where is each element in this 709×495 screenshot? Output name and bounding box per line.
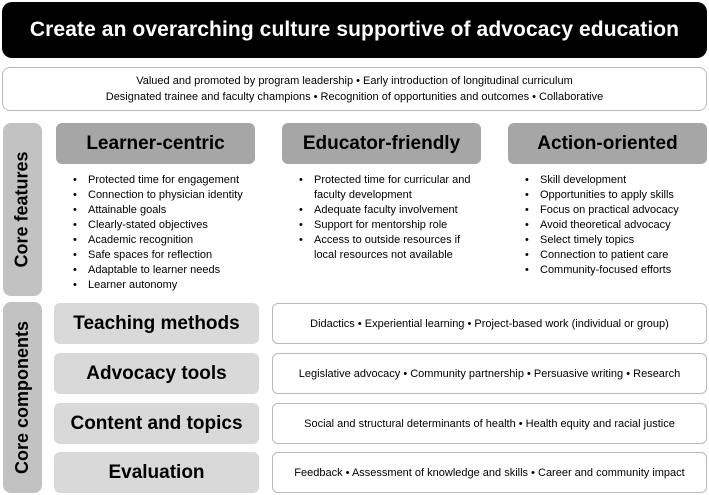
feature-header-educator-friendly: Educator-friendly xyxy=(282,123,481,164)
feature-list-action-oriented xyxy=(508,173,707,278)
culture-values-line-1: Valued and promoted by program leadership • Early introduction of longitudinal curriculum xyxy=(136,75,573,87)
feature-column-educator-friendly xyxy=(282,123,481,263)
feature-column-action-oriented xyxy=(508,123,707,278)
component-row-advocacy-tools xyxy=(54,353,707,394)
list-item: • Support for mentorship role xyxy=(299,218,481,233)
list-item: • Academic recognition xyxy=(73,233,255,248)
list-item: • Clearly-stated objectives xyxy=(73,218,255,233)
component-desc-evaluation: Feedback • Assessment of knowledge and skills • Career and community impact xyxy=(272,452,707,493)
list-item: • Focus on practical advocacy xyxy=(525,203,707,218)
list-item: • Opportunities to apply skills xyxy=(525,188,707,203)
feature-header-learner-centric: Learner-centric xyxy=(56,123,255,164)
list-item: • Adequate faculty involvement xyxy=(299,203,481,218)
culture-values-box xyxy=(2,67,707,111)
component-desc-advocacy-tools: Legislative advocacy • Community partnership • Persuasive writing • Research xyxy=(272,353,707,394)
title-banner xyxy=(2,2,707,58)
page-title: Create an overarching culture supportive of advocacy education xyxy=(29,18,680,41)
component-row-evaluation xyxy=(54,452,707,493)
component-desc-content-and-topics: Social and structural determinants of health • Health equity and racial justice xyxy=(272,403,707,444)
feature-list-educator-friendly xyxy=(282,173,481,263)
feature-list-learner-centric xyxy=(56,173,255,293)
core-features-label: Core features xyxy=(12,151,33,268)
culture-values-line-2: Designated trainee and faculty champions • Recognition of opportunities and outcomes • Collaborative xyxy=(105,91,604,103)
component-label-teaching-methods: Teaching methods xyxy=(54,303,259,344)
feature-header-action-oriented: Action-oriented xyxy=(508,123,707,164)
list-item: • Community-focused efforts xyxy=(525,263,707,278)
list-item: • Access to outside resources if local resources not available xyxy=(299,233,481,263)
list-item: • Safe spaces for reflection xyxy=(73,248,255,263)
list-item: • Skill development xyxy=(525,173,707,188)
list-item: • Attainable goals xyxy=(73,203,255,218)
list-item: • Adaptable to learner needs xyxy=(73,263,255,278)
list-item: • Select timely topics xyxy=(525,233,707,248)
list-item: • Connection to patient care xyxy=(525,248,707,263)
list-item: • Connection to physician identity xyxy=(73,188,255,203)
list-item: • Avoid theoretical advocacy xyxy=(525,218,707,233)
component-desc-teaching-methods: Didactics • Experiential learning • Project-based work (individual or group) xyxy=(272,303,707,344)
component-row-teaching-methods xyxy=(54,303,707,344)
list-item: • Protected time for curricular and faculty development xyxy=(299,173,481,203)
feature-column-learner-centric xyxy=(56,123,255,293)
component-label-evaluation: Evaluation xyxy=(54,452,259,493)
core-components-side-label xyxy=(3,302,42,493)
core-components-label: Core components xyxy=(12,320,32,475)
core-features-side-label xyxy=(3,123,42,296)
list-item: • Protected time for engagement xyxy=(73,173,255,188)
list-item: • Learner autonomy xyxy=(73,278,255,293)
component-label-advocacy-tools: Advocacy tools xyxy=(54,353,259,394)
component-row-content-and-topics xyxy=(54,403,707,444)
component-label-content-and-topics: Content and topics xyxy=(54,403,259,444)
